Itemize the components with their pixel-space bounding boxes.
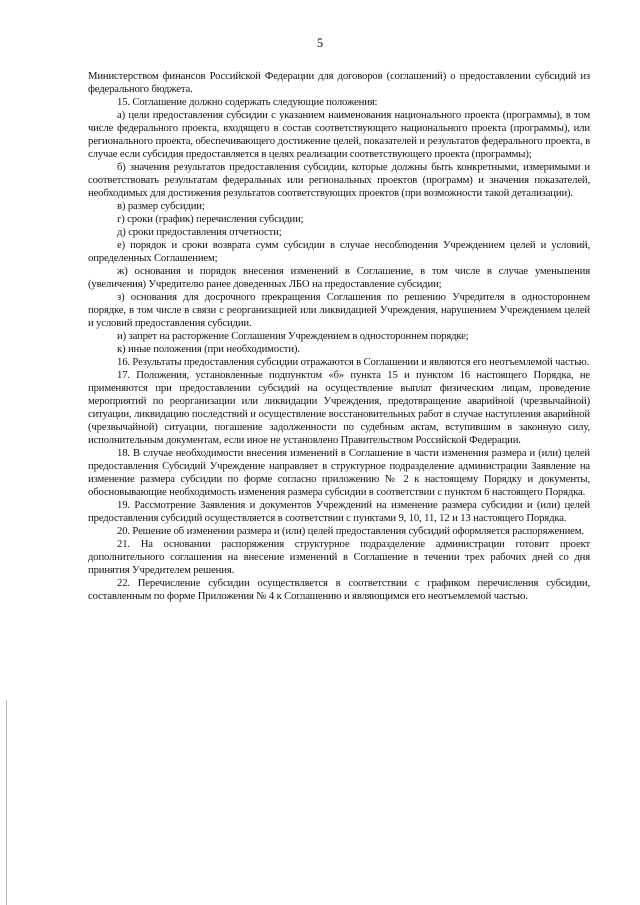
paragraph: е) порядок и сроки возврата сумм субсидии в случае несоблюдения Учреждением целей и условий, определенных Соглашением; [88,239,590,264]
paragraph: 16. Результаты предоставления субсидии отражаются в Соглашении и являются его неотъемлемой частью. [117,356,590,368]
paragraph: 18. В случае необходимости внесения изменений в Соглашение в части изменения размера и (или) целей предоставления Субсидий Учреждение направляет в структурное подразделение администрации Заявление на изменение размера субсидии по форме согласно приложению № 2 к настоящему Порядку и документы, обосновывающие необходимость изменения размера субсидии в соответствии с пунктом 6 настоящего Порядка. [88,447,590,498]
paragraph: з) основания для досрочного прекращения Соглашения по решению Учредителя в одностороннем порядке, в том числе в связи с реорганизацией или ликвидацией Учреждения, нарушением Учреждением целей и условий предоставления субсидии. [88,291,590,329]
paragraph: 20. Решение об изменении размера и (или) целей предоставления субсидий оформляется распоряжением. [117,525,584,537]
paragraph: г) сроки (график) перечисления субсидии; [117,213,304,225]
paragraph: 21. На основании распоряжения структурное подразделение администрации готовит проект дополнительного соглашения на внесение изменений в Соглашение в течении трех рабочих дней со дня принятия Учредителем решения. [88,538,590,576]
document-body [88,70,590,603]
paragraph: б) значения результатов предоставления субсидии, которые должны быть конкретными, измеримыми и соответствовать результатам федеральных или региональных проектов (программ) и значения показателей, необходимых для достижения результатов соответствующих проектов (при возможности такой детализации). [88,161,590,199]
paragraph: и) запрет на расторжение Соглашения Учреждением в одностороннем порядке; [117,330,469,342]
paragraph: 19. Рассмотрение Заявления и документов Учреждений на изменение размера субсидии и (или) целей предоставления субсидий осуществляется в соответствии с пунктами 9, 10, 11, 12 и 13 настоящего Порядка. [88,499,590,524]
paragraph: ж) основания и порядок внесения изменений в Соглашение, в том числе в случае уменьшения (увеличения) Учредителю ранее доведенных ЛБО на предоставление субсидии; [88,265,590,290]
paragraph: в) размер субсидии; [117,200,205,212]
scan-edge-line [6,700,7,905]
paragraph: к) иные положения (при необходимости). [117,343,300,355]
paragraph: Министерством финансов Российской Федерации для договоров (соглашений) о предоставлении субсидий из федерального бюджета. [88,70,590,95]
paragraph: д) сроки предоставления отчетности; [117,226,282,238]
paragraph: 22. Перечисление субсидии осуществляется в соответствии с графиком перечисления субсидии, составленным по форме Приложения № 4 к Соглашению и являющимся его неотъемлемой частью. [88,577,590,602]
page-number: 5 [316,36,324,50]
paragraph: а) цели предоставления субсидии с указанием наименования национального проекта (программы), в том числе федерального проекта, входящего в состав соответствующего национального проекта (программы), или регионального проекта, обеспечивающего достижение целей, показателей и результатов федерального проекта, в случае если субсидия предоставляется в целях реализации соответствующего проекта (программы); [88,109,590,160]
paragraph: 17. Положения, установленные подпунктом «б» пункта 15 и пунктом 16 настоящего Порядка, не применяются при предоставлении субсидий на осуществление выплат физическим лицам, проведение мероприятий по реорганизации или ликвидации Учреждения, предотвращение аварийной (чрезвычайной) ситуации, ликвидацию последствий и осуществление восстановительных работ в случае наступления аварийной (чрезвычайной) ситуации, погашение задолженности по судебным актам, вступившим в законную силу, исполнительным документам, если иное не установлено Правительством Российской Федерации. [88,369,590,446]
paragraph: 15. Соглашение должно содержать следующие положения: [117,96,378,108]
